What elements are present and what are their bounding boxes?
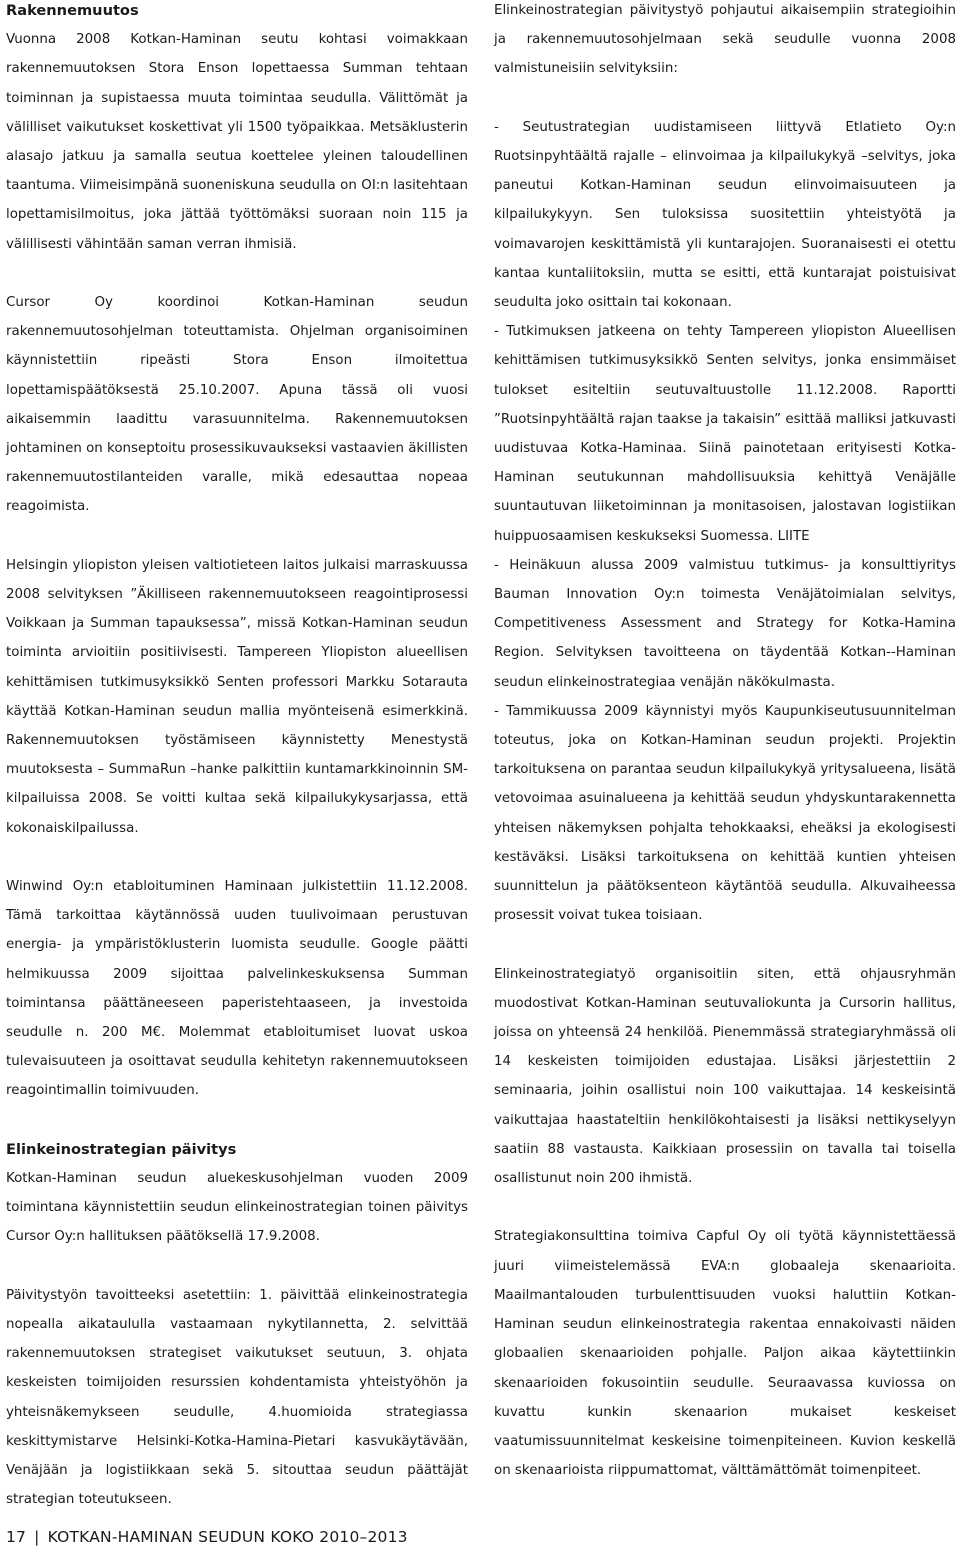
section-heading-elinkeinostrategia: Elinkeinostrategian päivitys bbox=[6, 1140, 237, 1158]
paragraph: Helsingin yliopiston yleisen valtiotieteen laitos julkaisi marraskuussa 2008 selvityksen ”Äkilliseen rakennemuutokseen reagointiprosessi Voikkaan ja Summan tapauksessa”, missä Kotkan-Haminan seudun toiminta arvioitiin positiivisesti. Tampereen Yliopiston alueellisen kehittämisen tutkimusyksikkö Senten professori Markku Sotarauta käyttää Kotkan-Haminan seudun mallia myönteisenä esimerkkinä. Rakennemuutoksen työstämiseen käynnistetty Menestystä muutoksesta – SummaRun –hanke palkittiin kuntamarkkinoinnin SM-kilpailuissa 2008. Se voitti kultaa sekä kilpailukykysarjassa, että kokonaiskilpailussa. bbox=[6, 557, 468, 836]
paragraph: Strategiakonsulttina toimiva Capful Oy oli työtä käynnistettäessä juuri viimeistelemässä EVA:n globaaleja skenaarioita. Maailmantalouden turbulenttisuuden vuoksi haluttiin Kotkan-Haminan seudun elinkeinostrategia rakentaa ennakoivasti näiden globaalien skenaarioiden pohjalle. Paljon aikaa käytettiinkin skenaarioiden fokusointiin seudulle. Seuraavassa kuviossa on kuvattu kunkin skenaarion mukaiset keskeiset vaatumissuunnitelmat keskeisine toimenpiteineen. Kuvion keskellä on skenaarioista riippumattomat, välttämättömät toimenpiteet. bbox=[494, 1229, 956, 1479]
footer-title: KOTKAN-HAMINAN SEUDUN KOKO 2010–2013 bbox=[47, 1528, 408, 1546]
bullet-item: - Tutkimuksen jatkeena on tehty Tampereen yliopiston Alueellisen kehittämisen tutkimusyksikkö Senten selvitys, jonka ensimmäiset tulokset esiteltiin seutuvaltuustolle 11.12.2008. Raportti ”Ruotsinpyhtäältä rajan taakse ja takaisin” esittää malliksi jatkuvasti uudistuvaa Kotka-Haminaa. Siinä painotetaan erityisesti Kotka-Haminan seutukunnan mahdollisuuksia kehittyä Venäjälle suuntautuvan liiketoiminnan ja monitasoisen, jalostavan logistiikan huippuosaamisen keskukseksi Suomessa. LIITE bbox=[494, 324, 956, 544]
paragraph: Winwind Oy:n etabloituminen Haminaan julkistettiin 11.12.2008. Tämä tarkoittaa käytännössä uuden tuulivoimaan perustuvan energia- ja ympäristöklusterin luomista seudulle. Google päätti helmikuussa 2009 sijoittaa palvelinkeskuksensa Summan toimintansa päättäneeseen paperistehtaaseen, ja investoida seudulle n. 200 M€. Molemmat etabloitumiset luovat uskoa tulevaisuuteen ja osoittavat seudulla kehitetyn rakennemuutokseen reagointimallin toimivuuden. bbox=[6, 879, 468, 1099]
right-column bbox=[494, 0, 956, 1485]
page-footer bbox=[6, 1528, 408, 1546]
bullet-item: - Tammikuussa 2009 käynnistyi myös Kaupunkiseutusuunnitelman toteutus, joka on Kotkan-Haminan seudun projekti. Projektin tarkoituksena on parantaa seudun kilpailukykyä yritysalueena, lisätä vetovoimaa asuinalueena ja kehittää seudun yhdyskuntarakennetta yhteisen näkemyksen pohjalta tehokkaaksi, eheäksi ja ekologisesti kestäväksi. Lisäksi tarkoituksena on kehittää kuntien yhteisen suunnittelun ja päätöksenteon käytäntöä seudulla. Alkuvaiheessa prosessit voivat tukea toisiaan. bbox=[494, 703, 956, 924]
paragraph: Elinkeinostrategian päivitystyö pohjautui aikaisempiin strategioihin ja rakennemuutosohjelmaan sekä seudulle vuonna 2008 valmistuneisiin selvityksiin: bbox=[494, 3, 956, 77]
left-column bbox=[6, 0, 468, 1514]
paragraph: Cursor Oy koordinoi Kotkan-Haminan seudun rakennemuutosohjelman toteuttamista. Ohjelman organisoiminen käynnistettiin ripeästi Stora Enson ilmoitettua lopettamispäätöksestä 25.10.2007. Apuna tässä oli vuosi aikaisemmin laadittu varasuunnitelma. Rakennemuutoksen johtaminen on konseptoitu prosessikuvaukseksi vastaavien äkillisten rakennemuutostilanteiden varalle, mikä edesauttaa nopeaa reagoimista. bbox=[6, 295, 468, 515]
bullet-item: - Heinäkuun alussa 2009 valmistuu tutkimus- ja konsulttiyritys Bauman Innovation Oy:n toimesta Venäjätoimialan selvitys, Competitiveness Assessment and Strategy for Kotka-Hamina Region. Selvityksen tavoitteena on täydentää Kotkan--Haminan seudun elinkeinostrategiaa venäjän näkökulmasta. bbox=[494, 557, 956, 690]
paragraph: Vuonna 2008 Kotkan-Haminan seutu kohtasi voimakkaan rakennemuutoksen Stora Enson lopettaessa Summan tehtaan toiminnan ja supistaessa muuta toimintaa seudulla. Välittömät ja välilliset vaikutukset koskettivat yli 1500 työpaikkaa. Metsäklusterin alasajo jatkuu ja samalla seutua koettelee yleinen taloudellinen taantuma. Viimeisimpänä suoneniskuna seudulla on OI:n lasitehtaan lopettamisilmoitus, joka jättää työttömäksi suoraan noin 115 ja välillisesti vähintään saman verran ihmisiä. bbox=[6, 32, 468, 252]
paragraph: Päivitystyön tavoitteeksi asetettiin: 1. päivittää elinkeinostrategia nopealla aikataululla vastaamaan nykytilannetta, 2. selvittää rakennemuutoksen strategiset vaikutukset seutuun, 3. ohjata keskeisten toimijoiden resurssien kohdentamista yhteistyöhön ja yhteisnäkemykseen seudulle, 4.huomioida strategiassa keskittymistarve Helsinki-Kotka-Hamina-Pietari kasvukäytävään, Venäjään ja logistiikkaan sekä 5. sitouttaa seudun päättäjät strategian toteutukseen. bbox=[6, 1287, 468, 1508]
page-number: 17 bbox=[6, 1528, 27, 1546]
section-heading-rakennemuutos: Rakennemuutos bbox=[6, 2, 139, 19]
footer-separator: | bbox=[34, 1528, 40, 1546]
bullet-item: - Seutustrategian uudistamiseen liittyvä Etlatieto Oy:n Ruotsinpyhtäältä rajalle – elinvoimaa ja kilpailukykyä –selvitys, joka paneutui Kotkan-Haminan seudun elinvoimaisuuteen ja kilpailukykyyn. Sen tuloksissa suositettiin yhteistyötä ja voimavarojen keskittämistä yli kuntarajojen. Suoranaisesti ei otettu kantaa kuntaliitoksiin, mutta se esitti, että kuntarajat poistuisivat seudulta joko osittain tai kokonaan. bbox=[494, 119, 956, 311]
paragraph: Kotkan-Haminan seudun aluekeskusohjelman vuoden 2009 toimintana käynnistettiin seudun elinkeinostrategian toinen päivitys Cursor Oy:n hallituksen päätöksellä 17.9.2008. bbox=[6, 1171, 468, 1245]
paragraph: Elinkeinostrategiatyö organisoitiin siten, että ohjausryhmän muodostivat Kotkan-Haminan seutuvaliokunta ja Cursorin hallitus, joissa on yhteensä 24 henkilöä. Pienemmässä strategiaryhmässä oli 14 keskeisten toimijoiden edustajaa. Lisäksi järjestettiin 2 seminaaria, joihin osallistui noin 100 vaikuttajaa. 14 keskeisintä vaikuttajaa haastateltiin henkilökohtaisesti ja lisäksi nettikyselyyn saatiin 88 vastausta. Kaikkiaan prosessiin on tavalla tai toisella osallistunut noin 200 ihmistä. bbox=[494, 966, 956, 1187]
